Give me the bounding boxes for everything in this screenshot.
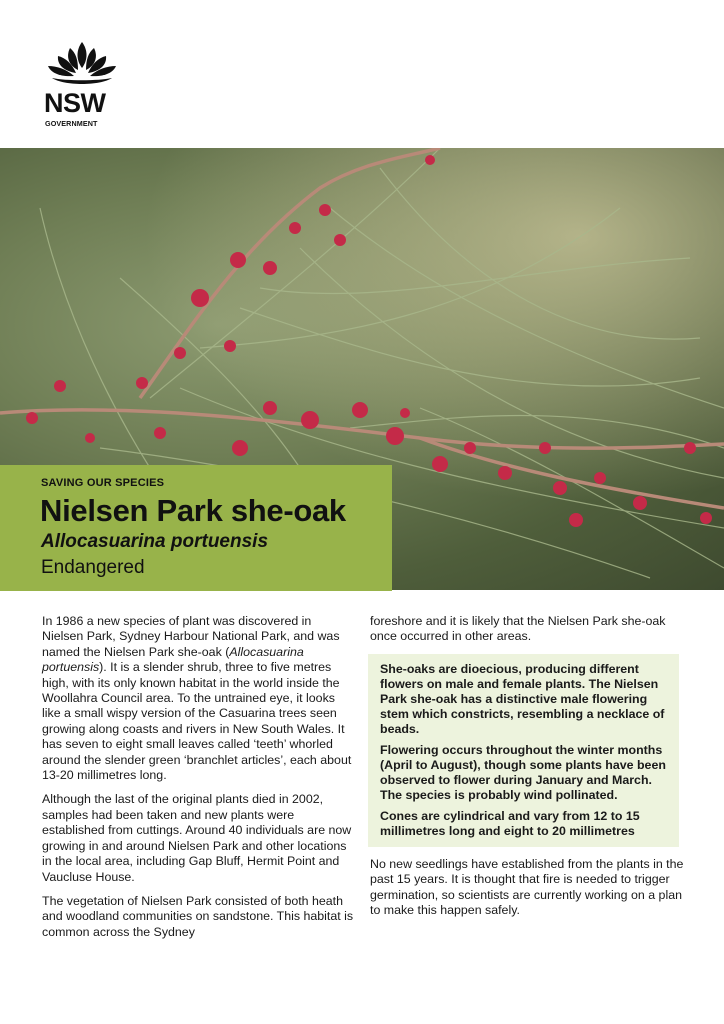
scientific-name: Allocasuarina portuensis bbox=[41, 531, 269, 552]
body-paragraph-4: No new seedlings have established from the plants in the past 15 years. It is thought that fire is needed to trigger germination, so scientists are currently working on a plan to make this happen safely. bbox=[370, 856, 684, 918]
callout-box bbox=[368, 654, 679, 847]
left-column bbox=[42, 614, 355, 949]
brand-subtitle: GOVERNMENT bbox=[45, 119, 98, 128]
callout-paragraph-3: Cones are cylindrical and vary from 12 to 15 millimetres long and eight to 20 millimetres bbox=[380, 808, 640, 838]
series-kicker: SAVING OUR SPECIES bbox=[41, 477, 165, 489]
callout-paragraph-2: Flowering occurs throughout the winter months (April to August), though some plants have been observed to flower during January and March. The species is probably wind pollinated. bbox=[380, 742, 666, 802]
body-paragraph-3-continued: foreshore and it is likely that the Nielsen Park she-oak once occurred in other areas. bbox=[370, 614, 666, 644]
page-title: Nielsen Park she-oak bbox=[40, 493, 346, 528]
right-column bbox=[370, 614, 685, 927]
body-paragraph-3: The vegetation of Nielsen Park consisted of both heath and woodland communities on sandstone. This habitat is common across the Sydney bbox=[42, 893, 354, 939]
brand-wordmark: NSW bbox=[44, 88, 106, 118]
body-paragraph-1: In 1986 a new species of plant was discovered in Nielsen Park, Sydney Harbour National Park, and was named the Nielsen Park she-oak (Allocasuarina portuensis). It is a slender shrub, three to five metres high, with its only known habitat in the world inside the Woollahra Council area. To the untrained eye, it looks like a small wispy version of the Casuarina trees seen growing along coasts and rivers in New South Wales. It has seven to eight small leaves called ‘teeth’ whorled around the slender green ‘branchlet articles’, each about 13-20 millimetres long. bbox=[42, 614, 352, 783]
callout-paragraph-1: She-oaks are dioecious, producing different flowers on male and female plants. The Nielsen Park she-oak has a distinctive male flowering stem which constricts, resembling a necklace of beads. bbox=[380, 661, 665, 736]
conservation-status: Endangered bbox=[41, 557, 145, 578]
nsw-government-logo bbox=[42, 40, 122, 132]
body-paragraph-2: Although the last of the original plants died in 2002, samples had been taken and new plants were established from cuttings. Around 40 individuals are now growing in and around Nielsen Park and other locations in the local area, including Gap Bluff, Hermit Point and Vaucluse House. bbox=[42, 792, 352, 884]
waratah-icon bbox=[42, 40, 122, 88]
